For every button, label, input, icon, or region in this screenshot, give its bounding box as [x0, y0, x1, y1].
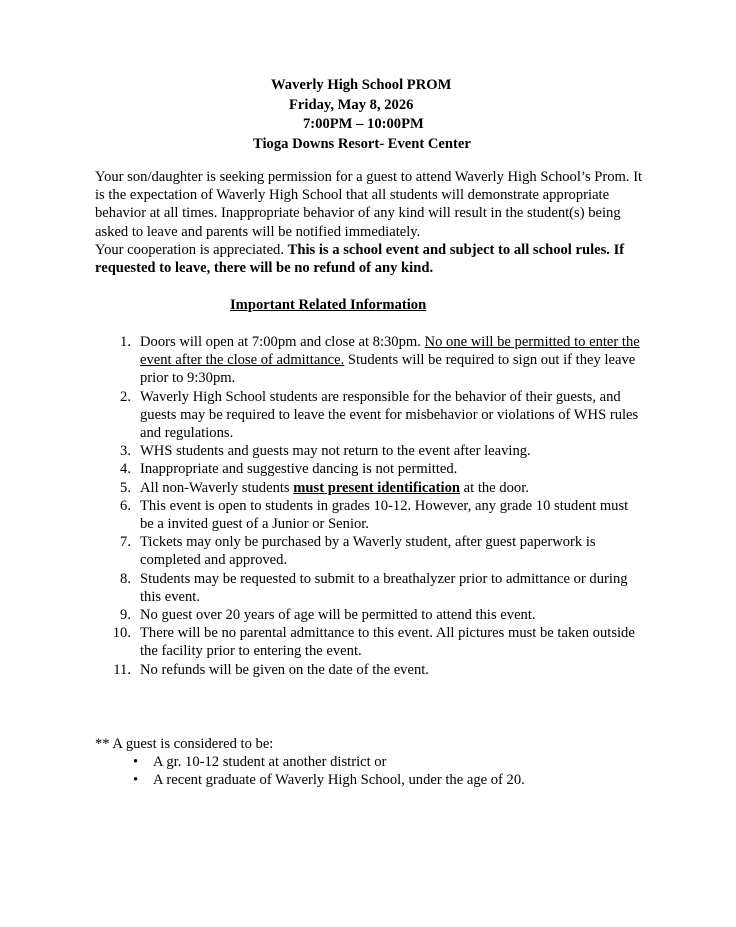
intro-rules-notice: This is a school event and subject to all school rules. If requested to leave, there will be no refund of any kind. — [95, 241, 625, 277]
guest-criteria-item — [95, 771, 655, 789]
rule-number: 4. — [120, 461, 131, 478]
rule-number: 8. — [120, 570, 131, 587]
rule-item — [0, 442, 640, 460]
intro-cooperation-text: Your cooperation is appreciated. — [95, 241, 288, 258]
event-time: 7:00PM – 10:00PM — [303, 116, 424, 132]
rule-text: There will be no parental admittance to this event. All pictures must be taken outside the facility prior to entering the event. — [140, 625, 635, 660]
rule-emphasis: No one will be permitted to enter the event after the close of admittance. — [140, 334, 640, 369]
event-venue: Tioga Downs Resort- Event Center — [253, 135, 471, 152]
rules-list — [0, 333, 736, 679]
event-date: Friday, May 8, 2026 — [289, 96, 414, 113]
guest-criteria-text: A recent graduate of Waverly High School, under the age of 20. — [153, 772, 525, 789]
rule-text: No guest over 20 years of age will be permitted to attend this event. — [140, 607, 536, 624]
rule-text: No refunds will be given on the date of the event. — [140, 661, 429, 678]
guest-criteria-list — [95, 753, 655, 789]
rule-text: Waverly High School students are responsible for the behavior of their guests, and guests may be required to leave the event for misbehavior or violations of WHS rules and regulations. — [140, 388, 639, 442]
rule-item — [0, 333, 640, 388]
rule-emphasis: must present identification — [293, 479, 460, 496]
rule-number: 2. — [120, 388, 131, 405]
rule-text: This event is open to students in grades 10-12. However, any grade 10 student must be a invited guest of a Junior or Senior. — [140, 497, 629, 533]
bullet-icon: • — [133, 754, 139, 771]
rule-number: 5. — [120, 479, 131, 496]
rule-item — [0, 388, 640, 443]
rule-number: 10. — [112, 625, 131, 642]
guest-definition — [95, 735, 655, 790]
rule-item — [0, 624, 640, 660]
rule-item — [0, 661, 640, 679]
intro-cooperation — [95, 241, 655, 277]
guest-intro: ** A guest is considered to be: — [95, 736, 274, 752]
rule-text: Doors will open at 7:00pm and close at 8:30pm. — [140, 334, 425, 350]
rule-number: 6. — [120, 497, 131, 514]
rule-item — [0, 570, 640, 606]
rule-text: WHS students and guests may not return to the event after leaving. — [140, 443, 531, 460]
bullet-icon: • — [133, 772, 139, 789]
document-header — [0, 76, 736, 154]
section-title: Important Related Information — [230, 297, 427, 313]
rule-number: 1. — [120, 334, 131, 350]
intro-text: Your son/daughter is seeking permission for a guest to attend Waverly High School’s Prom. It is the expectation of Waverly High School that all students will demonstrate appropriate behavior at all times. Inappropriate behavior of any kind will result in the student(s) being asked to leave and parents will be notified immediately. — [95, 169, 643, 240]
intro-paragraph — [95, 168, 655, 277]
rule-text: Tickets may only be purchased by a Waverly student, after guest paperwork is completed and approved. — [140, 534, 596, 569]
rule-number: 3. — [120, 443, 131, 460]
guest-criteria-item — [95, 753, 655, 771]
rule-number: 11. — [113, 661, 131, 678]
rule-item — [0, 460, 640, 478]
event-title: Waverly High School PROM — [271, 77, 452, 93]
rule-item — [0, 606, 640, 624]
rule-item — [0, 533, 640, 569]
rule-text: Students may be requested to submit to a breathalyzer prior to admittance or during this event. — [140, 570, 628, 605]
rule-text: at the door. — [460, 479, 529, 496]
rule-item — [0, 497, 640, 533]
rule-number: 9. — [120, 607, 131, 624]
rule-text: Inappropriate and suggestive dancing is not permitted. — [140, 461, 458, 478]
rule-text: All non-Waverly students — [140, 479, 294, 496]
rule-item — [0, 479, 640, 497]
rule-number: 7. — [120, 534, 131, 551]
guest-criteria-text: A gr. 10-12 student at another district or — [153, 754, 387, 771]
rule-text: Students will be required to sign out if they leave prior to 9:30pm. — [140, 352, 636, 387]
